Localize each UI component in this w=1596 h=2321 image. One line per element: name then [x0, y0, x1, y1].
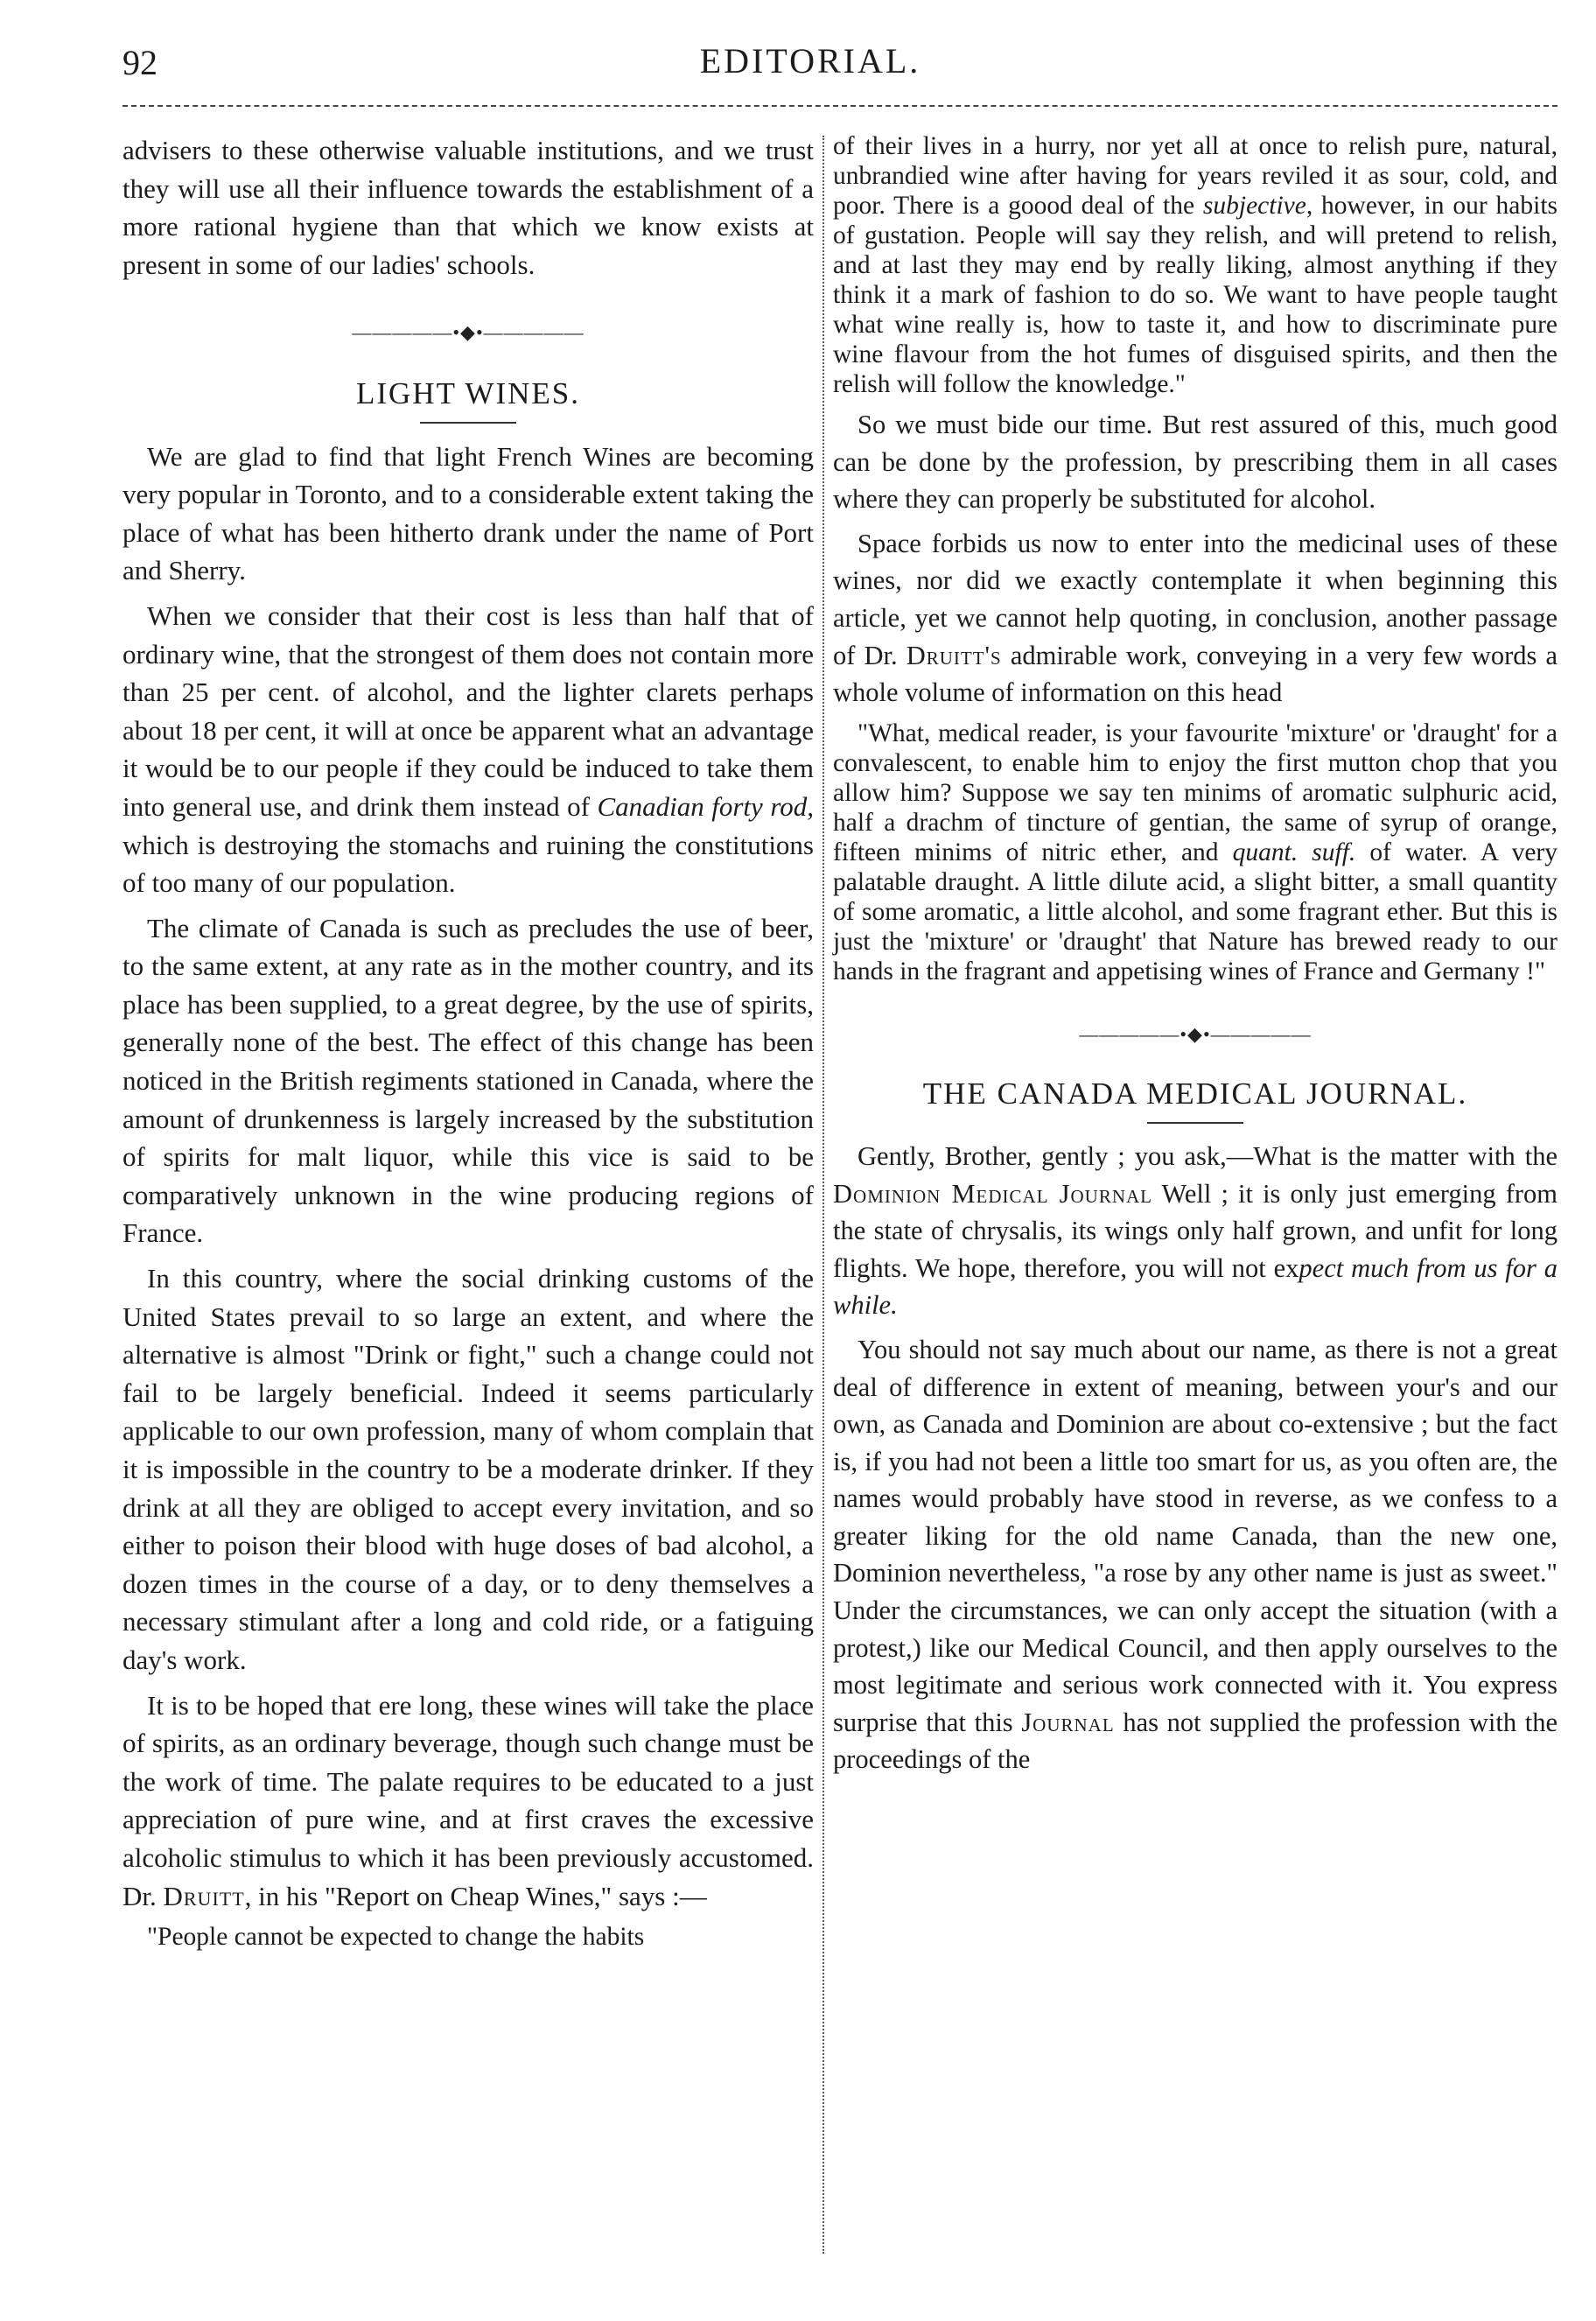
paragraph-medicinal-uses — [833, 525, 1558, 712]
paragraph-bide-our-time: So we must bide our time. But rest assured of this, much good can be done by the profession, by prescribing them in all cases where they can properly be substituted for alcohol. — [833, 410, 1558, 515]
small-caps-name: Dominion Medical Journal — [833, 1178, 1152, 1209]
title-rule — [1147, 1122, 1243, 1124]
text-run: has not supplied the profession with the proceedings of the — [833, 1707, 1558, 1775]
text-run: It is to be hoped that ere long, these wines will take the place of spirits, as an ordinary beverage, though such change must be the work of time. The palate requires to be educated to a just appreciation of pure wine, and at first craves the excessive alcoholic stimulus to which it has been previously accustomed. Dr. — [122, 1689, 814, 1911]
running-head: EDITORIAL. — [699, 41, 921, 81]
quote-mixture — [833, 719, 1558, 986]
text-run: , in his "Report on Cheap Wines," says :— — [244, 1880, 707, 1911]
paragraph-spirits — [122, 1686, 814, 1916]
section-ornament: —————•◆•————— — [352, 321, 584, 344]
page-number: 92 — [122, 43, 158, 82]
page-header — [122, 35, 1498, 96]
section-title-canada-medical-journal: THE CANADA MEDICAL JOURNAL. — [922, 1076, 1468, 1111]
text-run: which is destroying the stomachs and ruining the constitutions of too many of our population. — [122, 829, 814, 899]
paragraph-climate: The climate of Canada is such as precludes the use of beer, to the same extent, at any rate as in the mother country, and its place has been supplied, to a great degree, by the use of spirits, generally none of the best. The effect of this change has been noticed in the British regiments stationed in Canada, where the amount of drunkenness is largely increased by the substitution of spirits for malt liquor, while this vice is said to be comparatively unknown in the wine producing regions of France. — [122, 912, 814, 1249]
text-run: admirable work, conveying in a very few words a whole volume of information on this head — [833, 640, 1558, 708]
column-divider — [822, 136, 824, 2254]
left-column — [122, 131, 814, 1959]
quote-start: "People cannot be expected to change the habits — [147, 1923, 645, 1952]
text-run: Well ; it is only just emerging from the state of chrysalis, its wings only half grown, and unfit for long flights. We hope, therefore, you will not ex — [833, 1178, 1558, 1283]
right-column — [833, 131, 1558, 1785]
quote-continued — [833, 131, 1558, 399]
section-title-light-wines: LIGHT WINES. — [355, 375, 580, 410]
paragraph-cost — [122, 597, 814, 902]
text-run: You should not say much about our name, as there is not a great deal of difference in extent of meaning, between your's and our own, as Canada and Dominion are about co-extensive ; but the fact is, if you had not been a little too smart for us, as you often are, the names would probably have stood in reverse, as we confess to a greater liking for the old name Canada, than the new one, Dominion nevertheless, "a rose by any other name is just as sweet." Under the circumstances, we can only accept the situation (with a protest,) like our Medical Council, and then apply ourselves to the most legitimate and serious work connected with it. You express surprise that this — [833, 1334, 1558, 1737]
italic-text: quant. suff. — [1232, 838, 1356, 866]
text-run: Space forbids us now to enter into the medicinal uses of these wines, nor did we exactly contemplate it when beginning this article, yet we cannot help quoting, in conclusion, another passage of Dr. — [833, 528, 1558, 670]
text-run: When we consider that their cost is less than half that of ordinary wine, that the strongest of them does not contain more than 25 per cent. of alcohol, and the lighter clarets perhaps about 18 per cent, it will at once be apparent what an advantage it would be to our people if they could be induced to take them into general use, and drink them instead of — [122, 600, 814, 822]
header-rule — [122, 105, 1558, 107]
italic-text: Canadian forty rod, — [597, 790, 814, 822]
text-run: "What, medical reader, is your favourite 'mixture' or 'draught' for a convalescent, to enable him to enjoy the first mutton chop that you allow him? Suppose we say ten minims of aromatic sulphuric acid, half a drachm of tincture of gentian, the same of syrup of orange, fifteen minims of nitric ether, and — [833, 719, 1558, 866]
text-run: of water. A very palatable draught. A little dilute acid, a slight bitter, a small quantity of some aromatic, a little alcohol, and some fragrant ether. But this is just the 'mixture' or 'draught' that Nature has brewed ready to our hands in the fragrant and appetising wines of France and Germany !" — [833, 838, 1558, 985]
paragraph-our-name — [833, 1331, 1558, 1778]
paragraph-gently-brother — [833, 1138, 1558, 1324]
paragraph-drinking-customs: In this country, where the social drinking customs of the United States prevail to so large an extent, and where the alternative is almost "Drink or fight," such a change could not fail to be largely beneficial. Indeed it seems particularly applicable to our own profession, many of whom complain that it is impossible in the country to be a moderate drinker. If they drink at all they are obliged to accept every invitation, and so either to poison their blood with huge doses of bad alcohol, a dozen times in the course of a day, or to deny themselves a necessary stimulant after a long and cold ride, or a fatiguing day's work. — [122, 1263, 814, 1675]
text-run: of their lives in a hurry, nor yet all at once to relish pure, natural, unbrandied wine after having for years reviled it as sour, cold, and poor. There is a goood deal of the — [833, 132, 1558, 220]
small-caps-name: Druitt's — [906, 640, 1002, 670]
paragraph-ladies-schools: advisers to these otherwise valuable institutions, and we trust they will use all their influence towards the establishment of a more rational hygiene than that which we know exists at present in some of our ladies' schools. — [122, 135, 814, 280]
small-caps-name: Druitt — [163, 1880, 245, 1911]
small-caps-name: Journal — [1021, 1707, 1115, 1737]
italic-text: pect much from us for a while. — [833, 1252, 1558, 1321]
paragraph-french-wines: We are glad to find that light French Wines are becoming very popular in Toronto, and to a considerable extent taking the place of what has been hitherto drank under the name of Port and Sherry. — [122, 440, 814, 586]
text-run: Gently, Brother, gently ; you ask,—What is the matter with the — [858, 1140, 1558, 1171]
title-rule — [420, 422, 516, 424]
text-run: , however, in our habits of gustation. People will say they relish, and will pretend to relish, and at last they may end by really liking, almost anything if they think it a mark of fashion to do so. We want to have people taught what wine really is, how to taste it, and how to discriminate pure wine flavour from the hot fumes of disguised spirits, and then the relish will follow the knowledge." — [833, 192, 1558, 398]
italic-text: subjective — [1202, 192, 1306, 220]
section-ornament: —————•◆•————— — [1079, 1022, 1312, 1045]
